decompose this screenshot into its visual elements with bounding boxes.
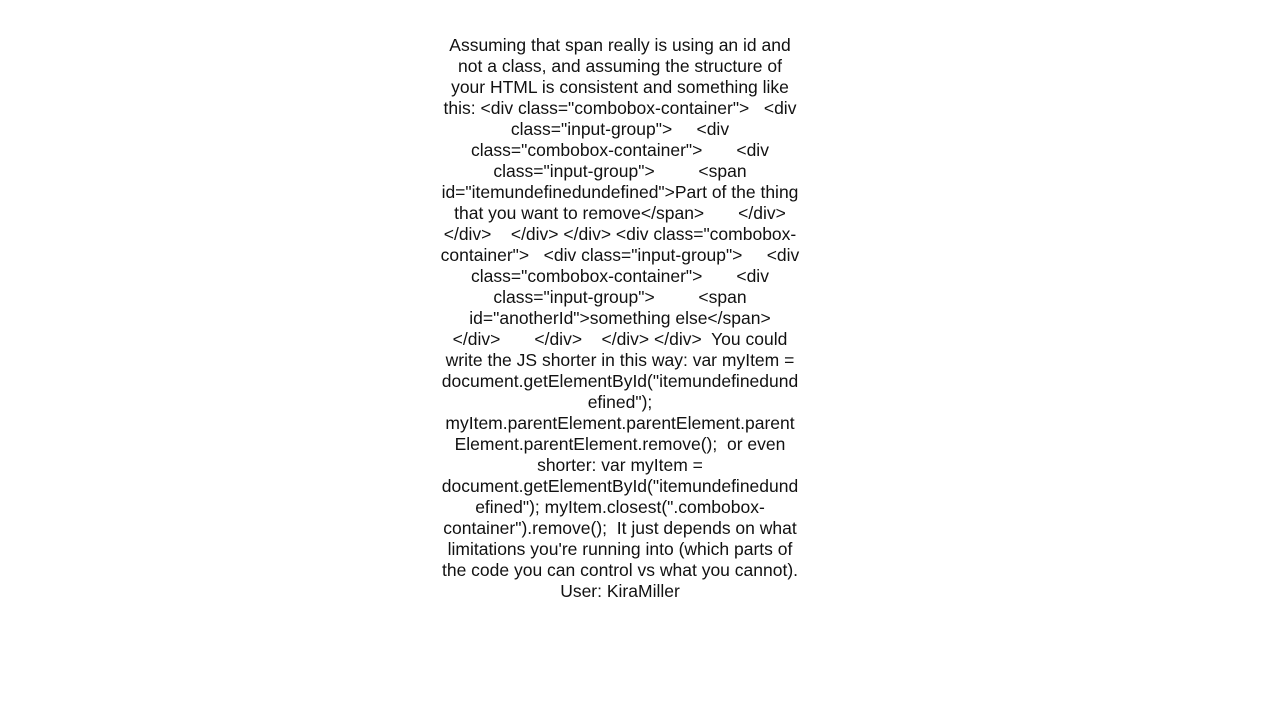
post-body: [440, 35, 820, 602]
html-code-example: <div class="combobox-container"> <div class="input-group"> <div class="combobox-container"> <div class="input-group"> <span id="itemundefinedundefined">Part of the thing that you want to remove</span> </div> </div> </div> </div> <div class="combobox-container"> <div class="input-group"> <div class="combobox-container"> <div class="input-group"> <span id="anotherId">something else</span> </div> </div> </div> </div>: [440, 98, 820, 349]
post-closing-text: It just depends on what limitations you're running into (which parts of the code you can control vs what you cannot).: [441, 518, 808, 580]
post-intro-text: Assuming that span really is using an id and not a class, and assuming the structure of your HTML is consistent and something like this:: [443, 35, 796, 118]
post-middle-text: You could write the JS shorter in this way:: [445, 329, 793, 370]
js-code-example-long: var myItem = document.getElementById("itemundefinedundefined"); myItem.parentElement.parentElement.parentElement.parentElement.remove();: [441, 350, 800, 454]
user-name: KiraMiller: [606, 581, 680, 601]
js-code-example-short: var myItem = document.getElementById("itemundefinedundefined"); myItem.closest(".combobox-container").remove();: [441, 455, 799, 538]
user-label: User:: [560, 581, 607, 601]
post-middle-text-2: or even shorter:: [537, 434, 791, 475]
